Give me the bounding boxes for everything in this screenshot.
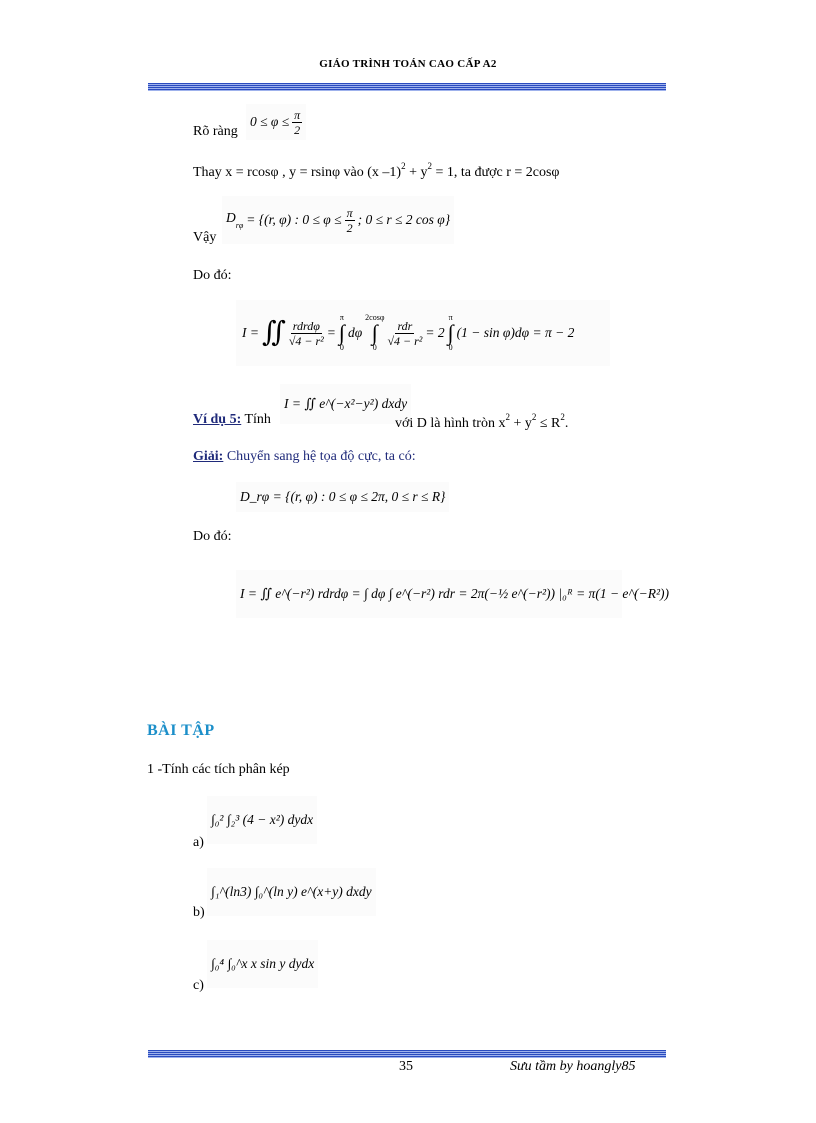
exercise-c-formula: ∫₀⁴ ∫₀^x x sin y dydx xyxy=(207,940,318,988)
formula-domain-set xyxy=(222,196,454,244)
para-substitution xyxy=(193,161,560,181)
exercise-c-label: c) xyxy=(193,978,204,993)
cond-text-e: . xyxy=(564,416,569,431)
set-letter: D xyxy=(226,210,236,225)
set-name xyxy=(226,210,243,230)
int1-fraction-2 xyxy=(387,320,422,347)
set-close: ; 0 ≤ r ≤ 2 cos φ} xyxy=(357,212,451,227)
set-open: = {(r, φ) : 0 ≤ φ ≤ xyxy=(246,212,342,227)
formula-phi-range-text: 0 ≤ φ ≤ xyxy=(250,114,290,129)
integral-sign: ∫ xyxy=(371,320,378,345)
subst-exp-1: 2 xyxy=(401,161,406,171)
exercise-a-label: a) xyxy=(193,835,204,850)
cond-text-c: + y xyxy=(509,416,532,431)
formula-example-5: I = ∬ e^(−x²−y²) dxdy xyxy=(280,384,411,424)
int1-equals: = xyxy=(326,325,336,340)
page-number: 35 xyxy=(399,1059,413,1074)
para-therefore-label: Vậy xyxy=(193,230,217,245)
formula-pi-over-2 xyxy=(292,109,302,136)
int1-limits-inner xyxy=(365,314,384,352)
subst-text-c: = 1, ta được r = 2cosφ xyxy=(432,165,560,180)
solution-text: Chuyển sang hệ tọa độ cực, ta có: xyxy=(223,449,416,464)
formula-polar-domain: D_rφ = {(r, φ) : 0 ≤ φ ≤ 2π, 0 ≤ r ≤ R} xyxy=(236,482,449,512)
frac-denominator: √4 − r² xyxy=(288,333,324,348)
frac-numerator: π xyxy=(346,205,353,220)
frac-denominator: 2 xyxy=(346,220,353,235)
subst-exp-2: 2 xyxy=(427,161,432,171)
cond-exp-3: 2 xyxy=(560,412,565,422)
limit-lower: 0 xyxy=(372,343,377,352)
int1-lhs: I = xyxy=(242,325,259,340)
cond-text-b: với D là hình tròn x xyxy=(395,416,506,431)
int1-fraction xyxy=(289,320,324,347)
limit-upper: π xyxy=(339,313,344,322)
solution-label: Giải: xyxy=(193,449,224,464)
set-pi-over-2 xyxy=(345,207,355,234)
para-hence-label-1: Do đó: xyxy=(193,268,232,283)
frac-numerator: π xyxy=(294,107,301,122)
frac-numerator: rdrdφ xyxy=(292,318,320,333)
header-rule xyxy=(148,83,666,91)
subst-text-a: Thay x = rcosφ , y = rsinφ vào (x –1) xyxy=(193,165,402,180)
para-hence-label-2: Do đó: xyxy=(193,529,232,544)
example-5 xyxy=(193,412,271,428)
set-subscript: rφ xyxy=(235,221,244,230)
integral-sign: ∫ xyxy=(447,320,454,345)
int1-rhs: = 2 xyxy=(425,325,445,340)
cond-exp-1: 2 xyxy=(505,412,510,422)
frac-denominator: √4 − r² xyxy=(387,333,423,348)
formula-integral-1 xyxy=(236,300,610,366)
exercise-a-formula: ∫₀² ∫₂³ (4 − x²) dydx xyxy=(207,796,317,844)
exercises-title: BÀI TẬP xyxy=(147,722,215,739)
limit-upper: π xyxy=(448,313,453,322)
frac-numerator: rdr xyxy=(397,318,413,333)
int1-limits-last xyxy=(448,314,454,352)
footer-rule xyxy=(148,1050,666,1058)
formula-integral-2: I = ∬ e^(−r²) rdrdφ = ∫ dφ ∫ e^(−r²) rdr = 2π(−½ e^(−r²)) |₀ᴿ = π(1 − e^(−R²)) xyxy=(236,570,622,618)
solution xyxy=(193,449,416,465)
example-5-condition xyxy=(395,412,568,432)
example-5-text-a: Tính xyxy=(241,412,271,427)
example-5-label: Ví dụ 5: xyxy=(193,412,242,427)
integral-sign: ∫ xyxy=(338,320,345,345)
double-integral-sign: ∬ xyxy=(261,317,286,348)
page-header-title: GIÁO TRÌNH TOÁN CAO CẤP A2 xyxy=(319,58,497,70)
limit-lower: 0 xyxy=(448,343,453,352)
int1-dphi: dφ xyxy=(347,325,363,340)
cond-exp-2: 2 xyxy=(531,412,537,422)
limit-upper: 2cosφ xyxy=(365,313,385,322)
int1-result: (1 − sin φ)dφ = π − 2 xyxy=(456,325,575,340)
frac-denominator: 2 xyxy=(294,122,301,137)
cond-text-d: ≤ R xyxy=(536,416,561,431)
exercise-b-formula: ∫₁^(ln3) ∫₀^(ln y) e^(x+y) dxdy xyxy=(207,868,376,916)
int1-limits-outer xyxy=(339,314,345,352)
limit-lower: 0 xyxy=(339,343,344,352)
para-clearly-label: Rõ ràng xyxy=(193,124,238,139)
footer-credit: Sưu tầm by hoangly85 xyxy=(510,1059,636,1074)
exercises-intro: 1 -Tính các tích phân kép xyxy=(147,762,290,777)
formula-phi-range xyxy=(246,104,306,140)
exercise-b-label: b) xyxy=(193,905,205,920)
subst-text-b: + y xyxy=(405,165,428,180)
